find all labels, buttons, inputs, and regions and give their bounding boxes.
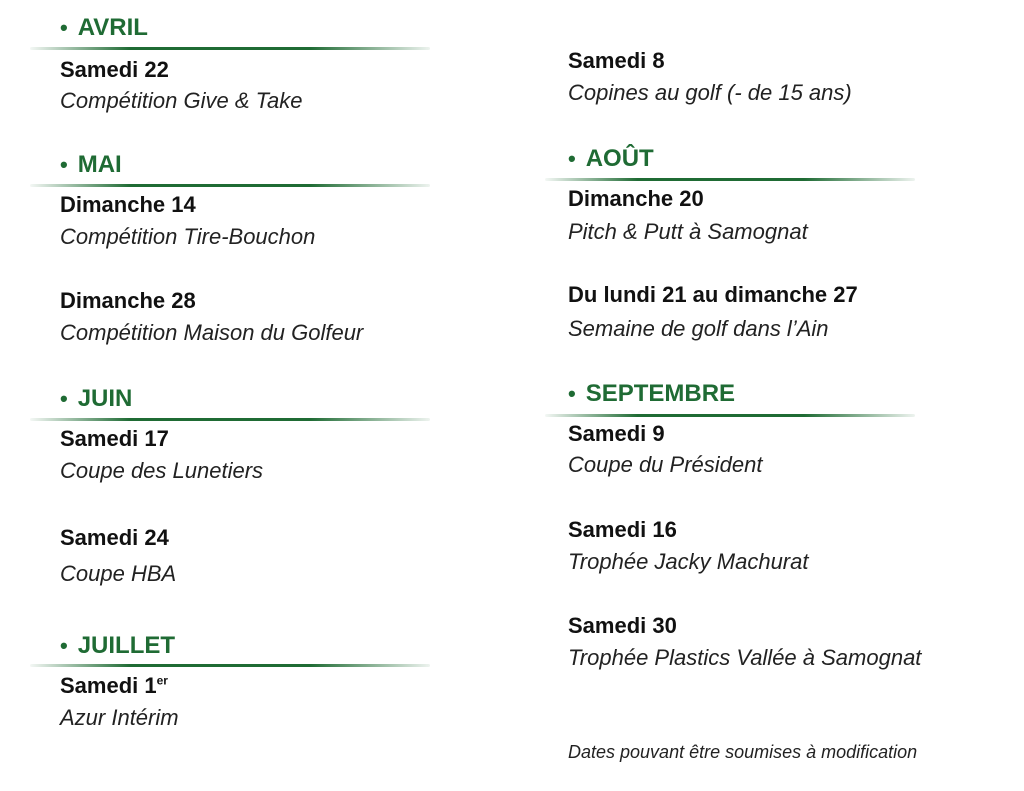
month-heading-juillet (60, 632, 175, 660)
event-title: Copines au golf (- de 15 ans) (568, 80, 852, 105)
event-date: Du lundi 21 au dimanche 27 (568, 282, 858, 307)
event-date: Dimanche 14 (60, 192, 196, 217)
event-date-text: Samedi 1 (60, 673, 157, 698)
event-title: Trophée Jacky Machurat (568, 549, 809, 574)
event-title: Azur Intérim (60, 705, 179, 730)
event-date: Samedi 9 (568, 421, 665, 446)
event-title: Semaine de golf dans l’Ain (568, 316, 829, 341)
month-heading-septembre (568, 380, 735, 408)
event-date: Samedi 8 (568, 48, 665, 73)
month-label: JUIN (77, 385, 133, 412)
month-heading-juin (60, 385, 132, 413)
event-title: Coupe des Lunetiers (60, 458, 264, 483)
month-divider (30, 184, 430, 187)
event-title: Compétition Tire-Bouchon (60, 224, 316, 249)
footnote: Dates pouvant être soumises à modification (568, 742, 918, 762)
event-title: Coupe du Président (568, 452, 763, 477)
month-divider (30, 47, 430, 50)
event-title: Pitch & Putt à Samognat (568, 219, 808, 244)
month-divider (30, 418, 430, 421)
month-heading-aout (568, 145, 654, 173)
ordinal-suffix: er (156, 673, 168, 688)
event-date: Samedi 17 (60, 426, 169, 451)
bullet-icon: • (568, 146, 576, 171)
month-label: SEPTEMBRE (585, 380, 736, 407)
month-divider (30, 664, 430, 667)
month-label: MAI (77, 151, 122, 178)
event-date: Dimanche 20 (568, 186, 704, 211)
event-title: Compétition Maison du Golfeur (60, 320, 364, 345)
month-label: AVRIL (77, 14, 148, 41)
event-date: Samedi 24 (60, 525, 169, 550)
month-label: JUILLET (77, 632, 176, 659)
bullet-icon: • (60, 152, 68, 177)
event-date (60, 673, 168, 699)
bullet-icon: • (60, 386, 68, 411)
bullet-icon: • (60, 633, 68, 658)
month-divider (545, 178, 915, 181)
bullet-icon: • (60, 15, 68, 40)
event-date: Samedi 30 (568, 613, 677, 638)
event-date: Samedi 22 (60, 57, 169, 82)
event-date: Dimanche 28 (60, 288, 196, 313)
event-title: Compétition Give & Take (60, 88, 303, 113)
month-divider (545, 414, 915, 417)
month-heading-avril (60, 14, 148, 42)
event-title: Trophée Plastics Vallée à Samognat (568, 645, 922, 670)
month-label: AOÛT (585, 145, 654, 172)
month-heading-mai (60, 151, 122, 179)
event-date: Samedi 16 (568, 517, 677, 542)
bullet-icon: • (568, 381, 576, 406)
event-title: Coupe HBA (60, 561, 177, 586)
